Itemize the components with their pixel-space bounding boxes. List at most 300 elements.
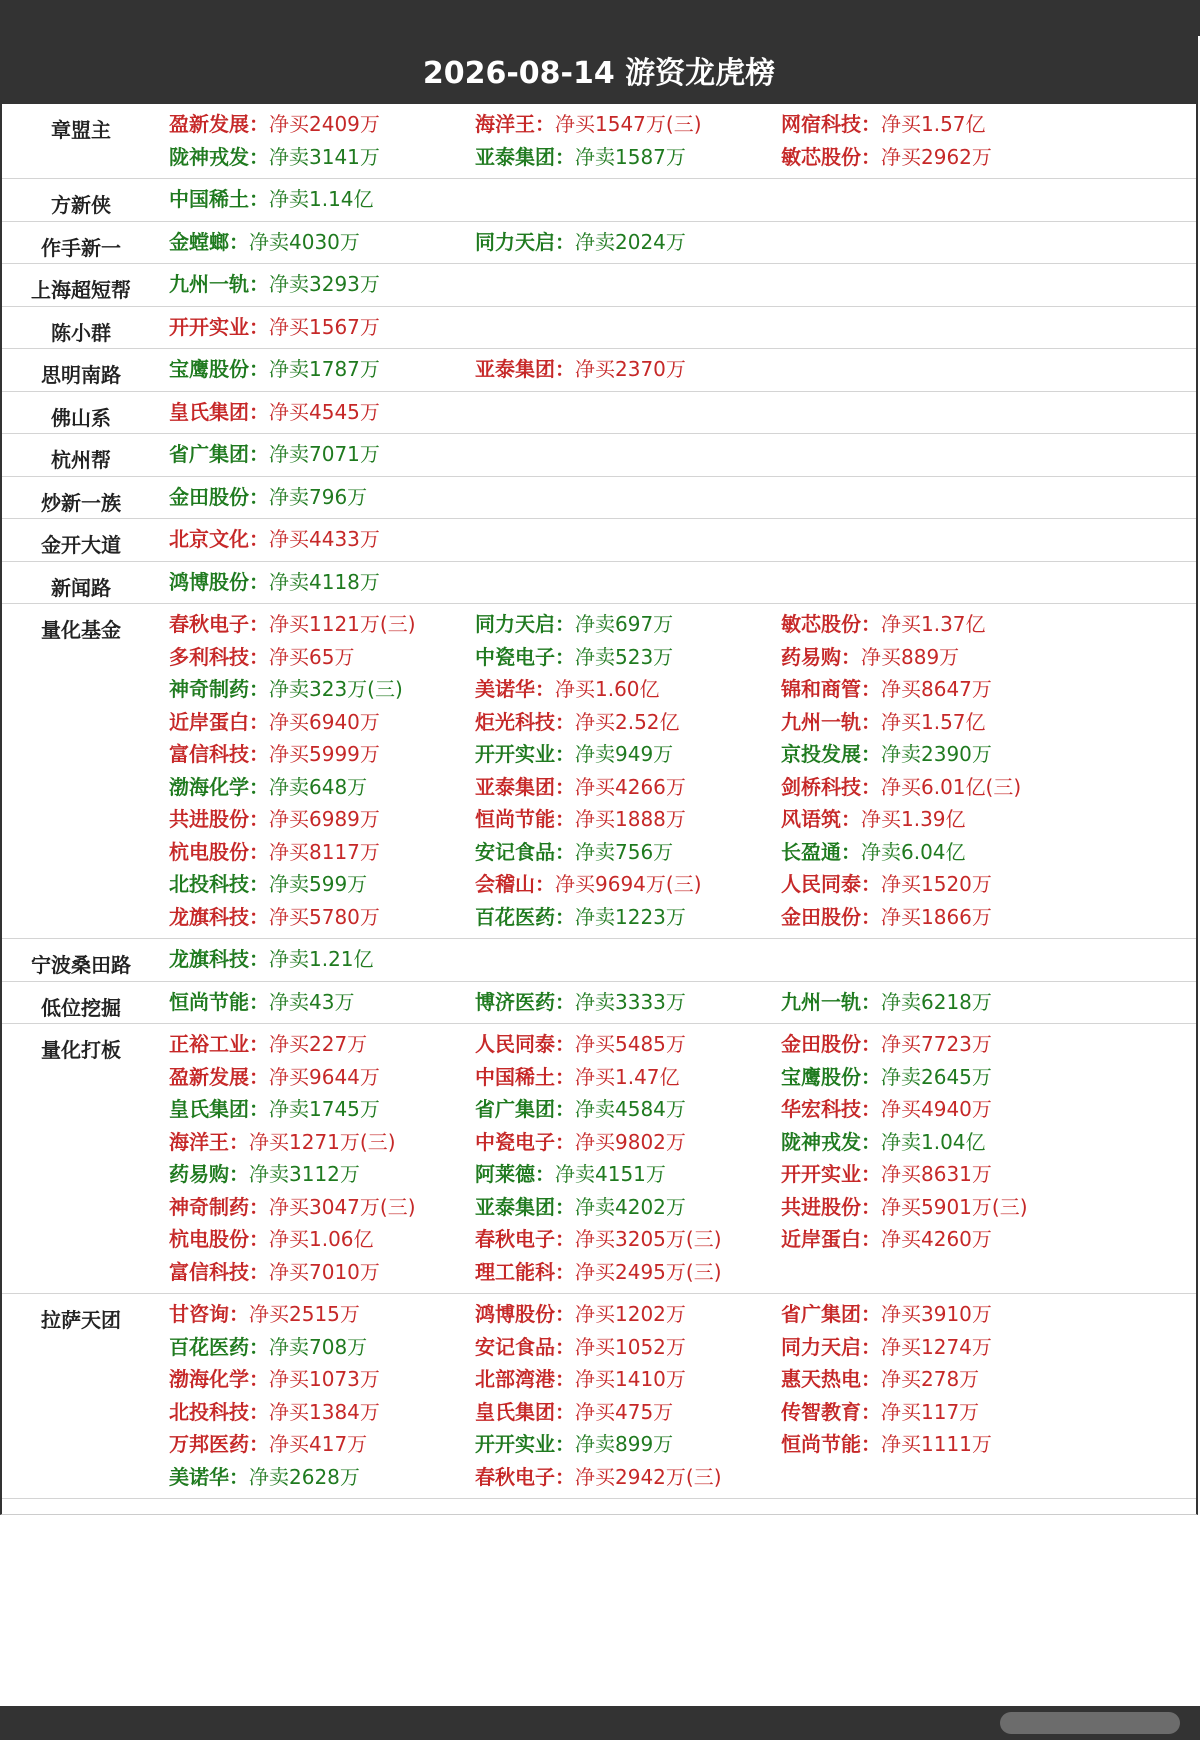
trade-amount: 净卖1.14亿 [269, 187, 374, 211]
trade-entry [781, 708, 1087, 738]
trade-entry [475, 1463, 781, 1493]
trader-sections [2, 104, 1196, 1499]
stock-name: 恒尚节能 [781, 1432, 861, 1456]
stock-name: 北投科技 [169, 872, 249, 896]
trade-amount: 净买1866万 [881, 904, 992, 929]
trade-entries [169, 568, 1196, 598]
stock-name: 春秋电子 [475, 1464, 555, 1489]
stock-name: 开开实业 [475, 742, 555, 766]
trade-entry [169, 1463, 475, 1493]
stock-name: 春秋电子 [475, 1227, 555, 1251]
trade-amount: 净买1121万(三) [269, 612, 416, 636]
stock-name: 宝鹰股份 [781, 1064, 861, 1089]
separator: ： [249, 527, 269, 551]
trade-amount: 净买1567万 [269, 314, 380, 339]
trade-amount: 净买8647万 [881, 677, 992, 701]
separator: ： [861, 709, 881, 734]
stock-name: 药易购 [169, 1162, 229, 1186]
home-indicator[interactable] [1000, 1712, 1180, 1734]
trade-entry [781, 740, 1087, 770]
trade-amount: 净买6989万 [269, 807, 380, 831]
separator: ： [249, 839, 269, 864]
stock-name: 中国稀土 [475, 1064, 555, 1089]
trade-entry [475, 355, 781, 385]
trade-entry [169, 1398, 475, 1428]
separator: ： [229, 229, 249, 254]
trade-amount: 净买1.57亿 [881, 709, 986, 734]
separator: ： [841, 644, 861, 669]
trade-amount: 净买117万 [881, 1399, 980, 1424]
separator: ： [555, 1334, 575, 1359]
trade-amount: 净买9802万 [575, 1129, 686, 1154]
stock-name: 鸿博股份 [475, 1302, 555, 1326]
stock-name: 风语筑 [781, 807, 841, 831]
trade-entry [781, 675, 1087, 705]
separator: ： [249, 442, 269, 466]
stock-name: 金田股份 [781, 1032, 861, 1056]
stock-name: 恒尚节能 [475, 807, 555, 831]
separator: ： [249, 1194, 269, 1219]
trade-entry [169, 1030, 475, 1060]
trade-entries [169, 440, 1196, 470]
trade-amount: 净卖323万(三) [269, 677, 403, 701]
trade-entry [475, 870, 781, 900]
separator: ： [555, 839, 575, 864]
separator: ： [249, 677, 269, 701]
trade-entry [781, 1063, 1087, 1093]
stock-name: 阿莱德 [475, 1162, 535, 1186]
trade-amount: 净卖4151万 [555, 1162, 666, 1186]
trade-entry [475, 610, 781, 640]
trade-entry [169, 1258, 475, 1288]
trade-entry [169, 525, 475, 555]
trade-entries [169, 398, 1196, 428]
stock-name: 金田股份 [169, 484, 249, 509]
separator: ： [249, 742, 269, 766]
stock-name: 惠天热电 [781, 1367, 861, 1391]
separator: ： [861, 742, 881, 766]
separator: ： [249, 1367, 269, 1391]
trade-entry [169, 945, 475, 975]
trade-amount: 净买1547万(三) [555, 112, 702, 136]
stock-name: 海洋王 [169, 1129, 229, 1154]
stock-name: 亚泰集团 [475, 774, 555, 799]
trade-entry [781, 1128, 1087, 1158]
stock-name: 近岸蛋白 [169, 709, 249, 734]
stock-name: 盈新发展 [169, 112, 249, 136]
stock-name: 省广集团 [169, 442, 249, 466]
trade-entry [169, 675, 475, 705]
stock-name: 安记食品 [475, 839, 555, 864]
trader-section [2, 982, 1196, 1025]
trader-name: 陈小群 [51, 320, 111, 345]
stock-name: 亚泰集团 [475, 144, 555, 169]
trade-entry [169, 483, 475, 513]
trade-entry [169, 708, 475, 738]
trade-entries [169, 355, 1196, 385]
trade-amount: 净买4260万 [881, 1227, 992, 1251]
stock-name: 剑桥科技 [781, 774, 861, 799]
stock-name: 万邦医药 [169, 1432, 249, 1456]
separator: ： [861, 112, 881, 136]
separator: ： [841, 807, 861, 831]
stock-name: 富信科技 [169, 742, 249, 766]
trade-amount: 净卖6.04亿 [861, 839, 966, 864]
trade-entry [475, 643, 781, 673]
trade-entry [475, 740, 781, 770]
trade-amount: 净卖523万 [575, 644, 674, 669]
trade-amount: 净买2942万(三) [575, 1464, 722, 1489]
trade-amount: 净买4266万 [575, 774, 686, 799]
stock-name: 开开实业 [475, 1432, 555, 1456]
trade-amount: 净买2409万 [269, 112, 380, 136]
separator: ： [555, 612, 575, 636]
trade-entry [169, 1300, 475, 1330]
trade-amount: 净卖7071万 [269, 442, 380, 466]
trade-entry [781, 643, 1087, 673]
trade-entry [169, 313, 475, 343]
trader-section [2, 179, 1196, 222]
trade-amount: 净买1.37亿 [881, 612, 986, 636]
trader-name: 量化打板 [41, 1038, 121, 1062]
trade-amount: 净买1202万 [575, 1302, 686, 1326]
stock-name: 开开实业 [169, 314, 249, 339]
stock-name: 鸿博股份 [169, 569, 249, 594]
stock-name: 渤海化学 [169, 774, 249, 799]
stock-name: 美诺华 [475, 677, 535, 701]
separator: ： [555, 144, 575, 169]
trade-amount: 净买9694万(三) [555, 872, 702, 896]
trade-amount: 净买417万 [269, 1432, 368, 1456]
trade-amount: 净买1.60亿 [555, 677, 660, 701]
trade-entry [475, 1128, 781, 1158]
trade-entry [781, 1300, 1087, 1330]
stock-name: 近岸蛋白 [781, 1227, 861, 1251]
trade-amount: 净买1.47亿 [575, 1064, 680, 1089]
trader-name: 思明南路 [41, 363, 121, 387]
trade-amount: 净买1410万 [575, 1367, 686, 1391]
trade-amount: 净卖1587万 [575, 144, 686, 169]
trade-entry [781, 903, 1087, 933]
trade-entry [781, 110, 1087, 140]
trade-amount: 净卖4584万 [575, 1097, 686, 1121]
separator: ： [861, 1302, 881, 1326]
trade-entry [169, 398, 475, 428]
stock-name: 理工能科 [475, 1259, 555, 1284]
separator: ： [249, 644, 269, 669]
trade-entry [169, 773, 475, 803]
separator: ： [249, 399, 269, 424]
separator: ： [555, 1064, 575, 1089]
stock-name: 神奇制药 [169, 677, 249, 701]
trader-section [2, 477, 1196, 520]
trade-amount: 净买889万 [861, 644, 960, 669]
trader-name: 量化基金 [41, 618, 121, 642]
trade-entry [169, 228, 475, 258]
trade-amount: 净卖4202万 [575, 1194, 686, 1219]
separator: ： [555, 742, 575, 766]
trade-entry [781, 1225, 1087, 1255]
separator: ： [555, 1227, 575, 1251]
trade-amount: 净买278万 [881, 1367, 980, 1391]
trade-amount: 净买5485万 [575, 1032, 686, 1056]
trade-entry [781, 805, 1087, 835]
stock-name: 亚泰集团 [475, 1194, 555, 1219]
stock-name: 北投科技 [169, 1399, 249, 1424]
trader-section [2, 222, 1196, 265]
trade-entry [169, 110, 475, 140]
trade-amount: 净卖1787万 [269, 357, 380, 381]
stock-name: 开开实业 [781, 1162, 861, 1186]
trader-section [2, 562, 1196, 605]
trade-amount: 净买2962万 [881, 144, 992, 169]
trader-name: 新闻路 [51, 575, 111, 600]
separator: ： [555, 1259, 575, 1284]
stock-name: 渤海化学 [169, 1367, 249, 1391]
trade-entry [781, 1160, 1087, 1190]
trade-entry [475, 675, 781, 705]
trade-amount: 净卖697万 [575, 612, 674, 636]
stock-name: 正裕工业 [169, 1032, 249, 1056]
separator: ： [861, 1432, 881, 1456]
trade-entry [169, 440, 475, 470]
separator: ： [249, 904, 269, 929]
trade-entry [781, 1365, 1087, 1395]
separator: ： [249, 187, 269, 211]
trader-name: 作手新一 [41, 235, 121, 260]
separator: ： [861, 1064, 881, 1089]
stock-name: 富信科技 [169, 1259, 249, 1284]
trade-amount: 净买7723万 [881, 1032, 992, 1056]
stock-name: 省广集团 [475, 1097, 555, 1121]
separator: ： [841, 839, 861, 864]
trader-name: 低位挖掘 [41, 995, 121, 1020]
stock-name: 炬光科技 [475, 709, 555, 734]
trade-amount: 净买1052万 [575, 1334, 686, 1359]
separator: ： [229, 1162, 249, 1186]
stock-name: 共进股份 [169, 807, 249, 831]
stock-name: 同力天启 [475, 229, 555, 254]
stock-name: 海洋王 [475, 112, 535, 136]
trade-amount: 净卖648万 [269, 774, 368, 799]
trader-name: 方新侠 [51, 193, 111, 217]
trader-section [2, 1294, 1196, 1499]
stock-name: 皇氏集团 [169, 399, 249, 424]
stock-name: 中瓷电子 [475, 644, 555, 669]
separator: ： [229, 1302, 249, 1326]
separator: ： [555, 807, 575, 831]
trade-amount: 净买1520万 [881, 872, 992, 896]
trader-section [2, 349, 1196, 392]
trade-amount: 净卖3293万 [269, 272, 380, 296]
stock-name: 省广集团 [781, 1302, 861, 1326]
trade-entry [475, 143, 781, 173]
separator: ： [249, 709, 269, 734]
trade-entries [169, 945, 1196, 975]
page-title: 2026-08-14 游资龙虎榜 [2, 36, 1196, 104]
trader-name: 宁波桑田路 [31, 953, 131, 977]
stock-name: 药易购 [781, 644, 841, 669]
separator: ： [555, 1432, 575, 1456]
trade-entry [781, 610, 1087, 640]
trade-entry [169, 838, 475, 868]
trade-entry [781, 870, 1087, 900]
trade-amount: 净买2370万 [575, 357, 686, 381]
trade-entry [475, 773, 781, 803]
separator: ： [555, 1399, 575, 1424]
separator: ： [861, 677, 881, 701]
trade-entry [169, 568, 475, 598]
trade-entries [169, 483, 1196, 513]
trade-entries [169, 988, 1196, 1018]
stock-name: 长盈通 [781, 839, 841, 864]
trade-entries [169, 610, 1196, 932]
trade-entry [169, 870, 475, 900]
separator: ： [861, 904, 881, 929]
stock-name: 百花医药 [475, 904, 555, 929]
trade-entry [475, 1333, 781, 1363]
trade-amount: 净买2515万 [249, 1302, 360, 1326]
separator: ： [861, 1162, 881, 1186]
trade-amount: 净买1274万 [881, 1334, 992, 1359]
trade-amount: 净卖4118万 [269, 569, 380, 594]
separator: ： [249, 1334, 269, 1359]
stock-name: 安记食品 [475, 1334, 555, 1359]
trade-entry [475, 228, 781, 258]
stock-name: 陇神戎发 [169, 144, 249, 169]
trade-amount: 净买1.39亿 [861, 807, 966, 831]
separator: ： [861, 1367, 881, 1391]
trade-amount: 净买8117万 [269, 839, 380, 864]
trade-amount: 净买3047万(三) [269, 1194, 416, 1219]
trader-section [2, 604, 1196, 939]
trade-entry [475, 708, 781, 738]
trade-amount: 净卖6218万 [881, 989, 992, 1014]
stock-name: 京投发展 [781, 742, 861, 766]
trade-amount: 净买6.01亿(三) [881, 774, 1022, 799]
trade-amount: 净买4940万 [881, 1097, 992, 1121]
trade-amount: 净卖3141万 [269, 144, 380, 169]
trade-entries [169, 313, 1196, 343]
trade-amount: 净买5780万 [269, 904, 380, 929]
separator: ： [861, 774, 881, 799]
trade-amount: 净买1888万 [575, 807, 686, 831]
stock-name: 网宿科技 [781, 112, 861, 136]
trade-entry [781, 988, 1087, 1018]
trade-entry [781, 773, 1087, 803]
trader-name: 章盟主 [51, 118, 111, 142]
separator: ： [555, 904, 575, 929]
trade-amount: 净卖949万 [575, 742, 674, 766]
trade-entry [475, 805, 781, 835]
trade-amount: 净买8631万 [881, 1162, 992, 1186]
separator: ： [861, 989, 881, 1014]
stock-name: 金田股份 [781, 904, 861, 929]
stock-name: 锦和商管 [781, 677, 861, 701]
trade-amount: 净买227万 [269, 1032, 368, 1056]
trade-entry [475, 1430, 781, 1460]
separator: ： [249, 989, 269, 1014]
trade-amount: 净买5901万(三) [881, 1194, 1028, 1219]
trade-amount: 净卖2024万 [575, 229, 686, 254]
separator: ： [555, 1367, 575, 1391]
separator: ： [535, 1162, 555, 1186]
stock-name: 百花医药 [169, 1334, 249, 1359]
separator: ： [249, 1399, 269, 1424]
stock-name: 龙旗科技 [169, 947, 249, 971]
trader-section [2, 307, 1196, 350]
trade-entry [169, 1430, 475, 1460]
stock-name: 北部湾港 [475, 1367, 555, 1391]
trade-amount: 净卖3112万 [249, 1162, 360, 1186]
separator: ： [249, 612, 269, 636]
trade-entries [169, 110, 1196, 172]
trade-entry [169, 1365, 475, 1395]
trade-entries [169, 1300, 1196, 1492]
separator: ： [249, 1432, 269, 1456]
separator: ： [249, 807, 269, 831]
trader-name: 炒新一族 [41, 490, 121, 515]
trade-amount: 净买1111万 [881, 1432, 992, 1456]
trade-entries [169, 228, 1196, 258]
separator: ： [249, 1259, 269, 1284]
trade-amount: 净买475万 [575, 1399, 674, 1424]
separator: ： [535, 872, 555, 896]
stock-name: 中瓷电子 [475, 1129, 555, 1154]
trade-entries [169, 1030, 1196, 1287]
trade-entry [475, 1365, 781, 1395]
trade-amount: 净卖1.21亿 [269, 947, 374, 971]
separator: ： [555, 1129, 575, 1154]
trade-entry [169, 740, 475, 770]
trade-amount: 净买65万 [269, 644, 355, 669]
stock-name: 恒尚节能 [169, 989, 249, 1014]
separator: ： [861, 612, 881, 636]
stock-name: 甘咨询 [169, 1302, 229, 1326]
trade-amount: 净买9644万 [269, 1064, 380, 1089]
trade-entry [169, 1333, 475, 1363]
top-status-bar [0, 0, 1200, 36]
trade-entry [781, 1095, 1087, 1125]
trade-entry [475, 988, 781, 1018]
separator: ： [861, 1227, 881, 1251]
trade-entry [781, 143, 1087, 173]
separator: ： [249, 569, 269, 594]
trade-entry [169, 1160, 475, 1190]
stock-name: 华宏科技 [781, 1097, 861, 1121]
stock-name: 九州一轨 [781, 989, 861, 1014]
trade-amount: 净卖708万 [269, 1334, 368, 1359]
separator: ： [535, 677, 555, 701]
trade-entry [475, 1063, 781, 1093]
separator: ： [555, 644, 575, 669]
separator: ： [249, 144, 269, 169]
trade-amount: 净买3205万(三) [575, 1227, 722, 1251]
separator: ： [861, 1097, 881, 1121]
separator: ： [229, 1464, 249, 1489]
trade-entry [169, 270, 475, 300]
trade-entry [169, 643, 475, 673]
trade-amount: 净卖2628万 [249, 1464, 360, 1489]
separator: ： [555, 1464, 575, 1489]
trade-amount: 净卖4030万 [249, 229, 360, 254]
trade-entry [475, 1160, 781, 1190]
trade-amount: 净卖756万 [575, 839, 674, 864]
stock-name: 陇神戎发 [781, 1129, 861, 1154]
trade-entry [169, 185, 475, 215]
trader-name: 佛山系 [51, 405, 111, 430]
trader-name: 上海超短帮 [31, 278, 131, 302]
